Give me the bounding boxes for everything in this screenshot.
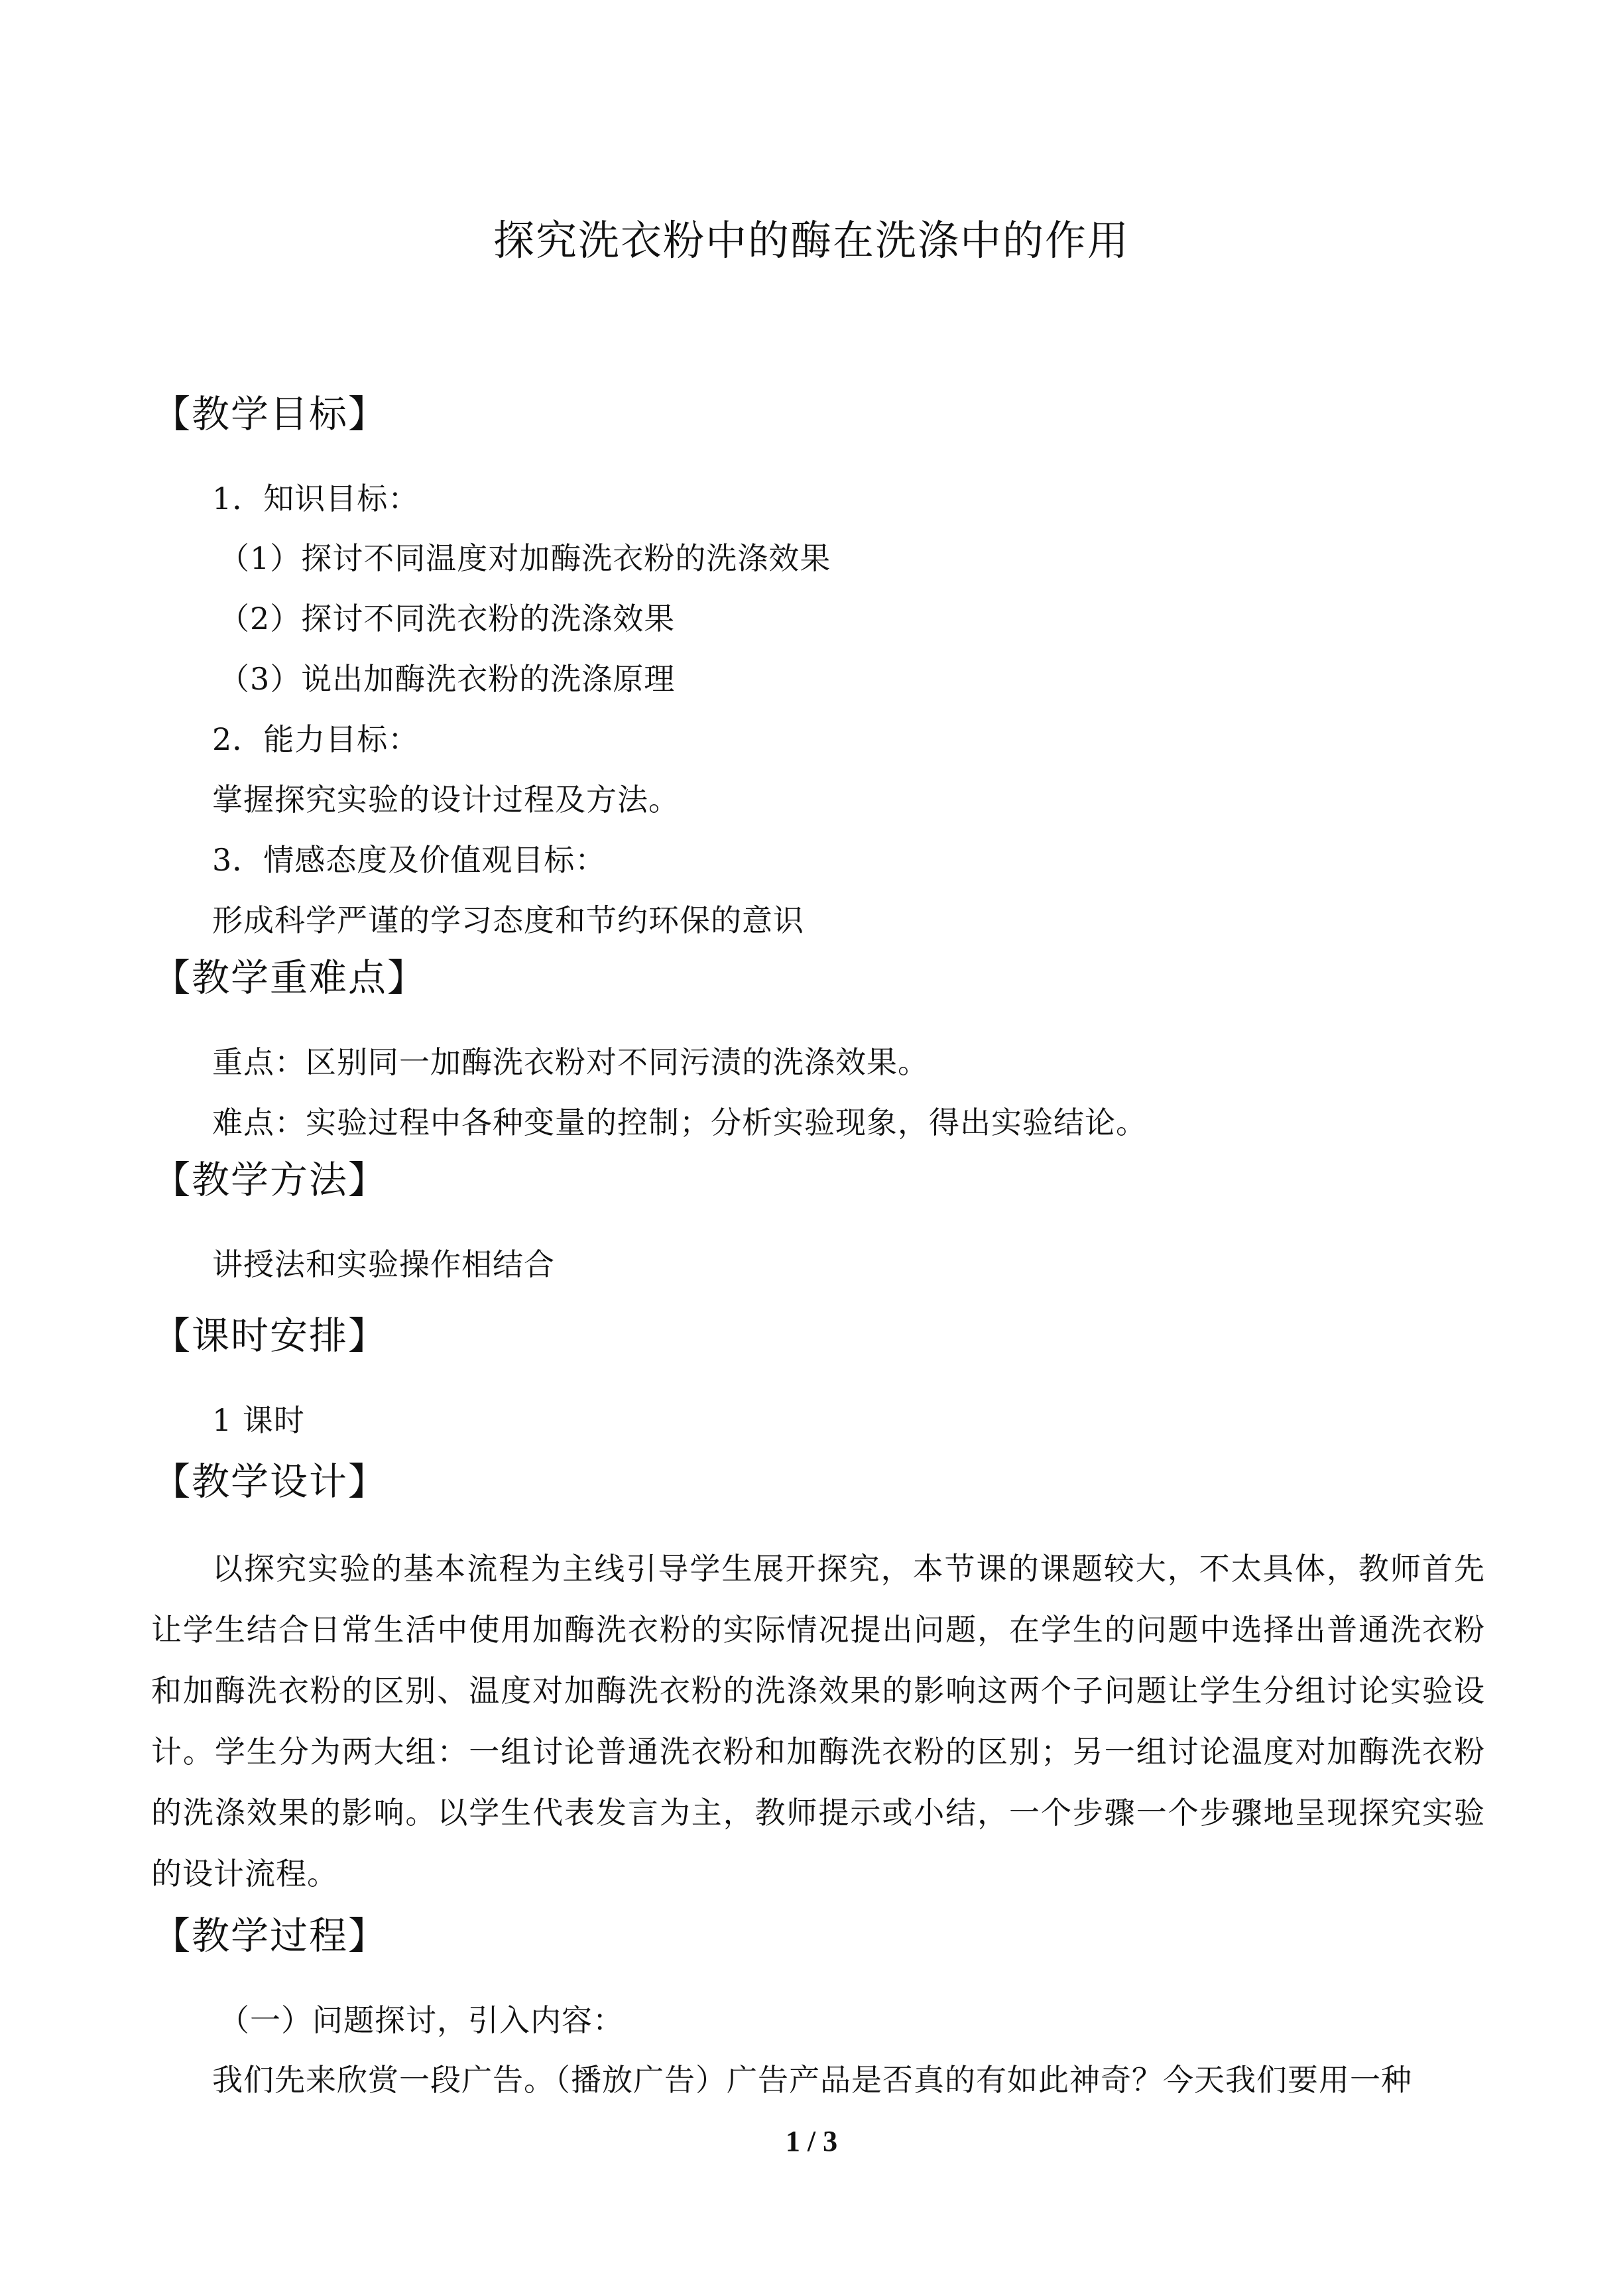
emotion-objective-label: 3．情感态度及价值观目标： bbox=[212, 842, 607, 878]
methods-text: 讲授法和实验操作相结合 bbox=[212, 1246, 555, 1282]
process-step1-text: 我们先来欣赏一段广告。（播放广告）广告产品是否真的有如此神奇？今天我们要用一种 bbox=[212, 2062, 1412, 2098]
heading-methods: 【教学方法】 bbox=[152, 1158, 387, 1202]
heading-key-points: 【教学重难点】 bbox=[152, 956, 426, 1000]
document-title: 探究洗衣粉中的酶在洗涤中的作用 bbox=[493, 216, 1130, 265]
knowledge-item-3: （3）说出加酶洗衣粉的洗涤原理 bbox=[219, 661, 676, 697]
design-paragraph: 以探究实验的基本流程为主线引导学生展开探究，本节课的课题较大，不太具体，教师首先让学生结合日常生活中使用加酶洗衣粉的实际情况提出问题，在学生的问题中选择出普通洗衣粉和加酶洗衣粉的区别、温度对加酶洗衣粉的洗涤效果的影响这两个子问题让学生分组讨论实验设计。学生分为两大组：一组讨论普通洗衣粉和加酶洗衣粉的区别；另一组讨论温度对加酶洗衣粉的洗涤效果的影响。以学生代表发言为主，教师提示或小结，一个步骤一个步骤地呈现探究实验的设计流程。 bbox=[151, 1551, 1485, 1892]
ability-objective-label: 2．能力目标： bbox=[212, 721, 420, 757]
knowledge-objective-label: 1．知识目标： bbox=[212, 481, 420, 516]
process-step1-label: （一）问题探讨，引入内容： bbox=[219, 2002, 624, 2038]
ability-objective-text: 掌握探究实验的设计过程及方法。 bbox=[212, 782, 680, 817]
key-point-text: 重点：区别同一加酶洗衣粉对不同污渍的洗涤效果。 bbox=[212, 1044, 929, 1080]
heading-design: 【教学设计】 bbox=[152, 1460, 387, 1504]
schedule-text: 1 课时 bbox=[212, 1402, 305, 1438]
difficult-point-text: 难点：实验过程中各种变量的控制；分析实验现象，得出实验结论。 bbox=[212, 1105, 1147, 1140]
heading-objectives: 【教学目标】 bbox=[152, 393, 387, 436]
heading-schedule: 【课时安排】 bbox=[152, 1314, 387, 1358]
page-number: 1 / 3 bbox=[785, 2125, 838, 2157]
knowledge-item-2: （2）探讨不同洗衣粉的洗涤效果 bbox=[219, 601, 676, 636]
emotion-objective-text: 形成科学严谨的学习态度和节约环保的意识 bbox=[212, 902, 804, 938]
heading-process: 【教学过程】 bbox=[152, 1914, 387, 1958]
knowledge-item-1: （1）探讨不同温度对加酶洗衣粉的洗涤效果 bbox=[219, 540, 831, 576]
